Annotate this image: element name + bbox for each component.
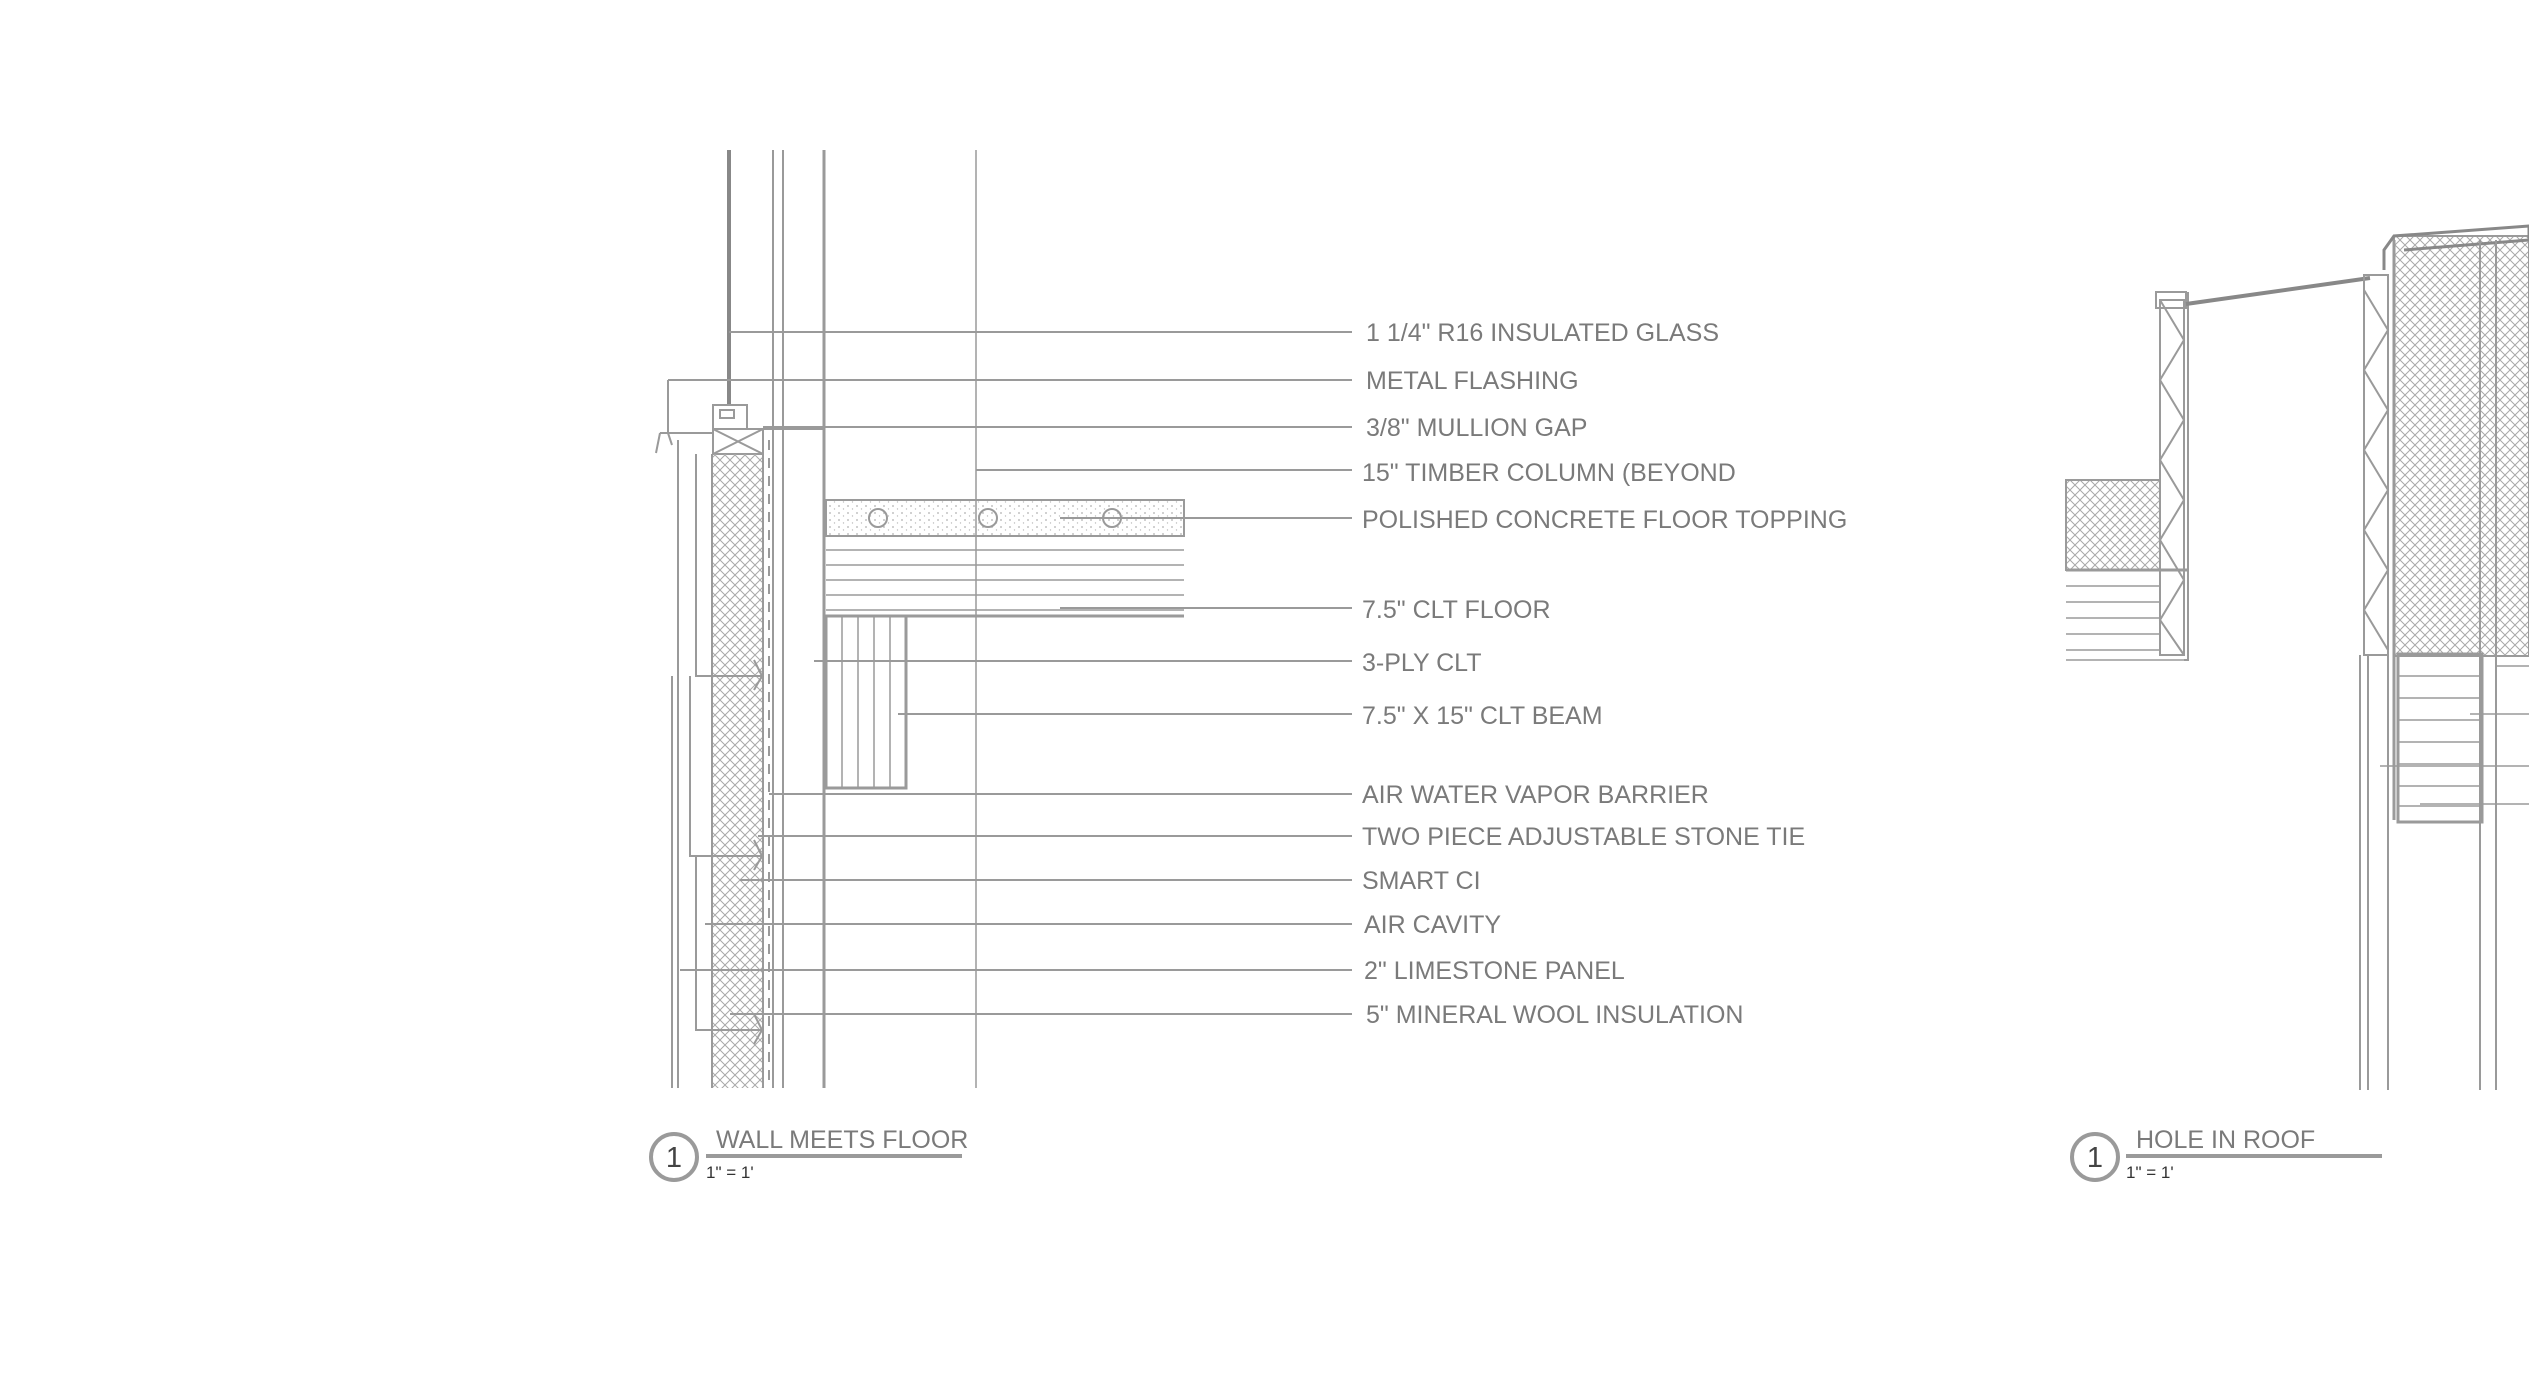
callout-3-ply-clt: 3-PLY CLT bbox=[1362, 649, 1482, 677]
detail-1-number: 1 bbox=[665, 1142, 683, 1174]
detail-1-title: WALL MEETS FLOOR bbox=[716, 1126, 969, 1154]
detail-2-title-block bbox=[2072, 1126, 2382, 1182]
detail-2-title: HOLE IN ROOF bbox=[2136, 1126, 2316, 1154]
detail-wall-meets-floor bbox=[656, 150, 1184, 1088]
mullion-x bbox=[713, 429, 763, 454]
curb-blocking bbox=[2160, 300, 2184, 655]
limestone-panel-3 bbox=[696, 856, 712, 1030]
detail-hole-in-roof bbox=[2066, 226, 2529, 1090]
clt-beam-laminations bbox=[842, 616, 890, 788]
limestone-panel-2 bbox=[690, 676, 712, 856]
right-curb-blocking bbox=[2364, 290, 2388, 650]
glazing-gasket bbox=[720, 410, 734, 418]
callout-insulated-glass: 1 1/4" R16 INSULATED GLASS bbox=[1366, 319, 1720, 347]
right-curb bbox=[2364, 275, 2388, 655]
metal-flashing bbox=[668, 380, 713, 433]
callout-clt-floor: 7.5" CLT FLOOR bbox=[1362, 596, 1551, 624]
callout-vapor-barrier: AIR WATER VAPOR BARRIER bbox=[1362, 781, 1709, 809]
roof-insulation-block bbox=[2066, 480, 2160, 570]
clt-beam bbox=[826, 616, 906, 788]
callout-metal-flashing: METAL FLASHING bbox=[1366, 367, 1579, 395]
callout-stone-tie: TWO PIECE ADJUSTABLE STONE TIE bbox=[1362, 823, 1806, 851]
detail-2-leader-stubs bbox=[2380, 666, 2529, 804]
limestone-panel-1 bbox=[696, 454, 712, 676]
callout-limestone-panel: 2" LIMESTONE PANEL bbox=[1364, 957, 1625, 985]
mineral-wool-insulation bbox=[712, 454, 762, 1088]
roof-beam-laminations bbox=[2398, 676, 2482, 806]
detail-1-title-block bbox=[651, 1126, 968, 1182]
flashing-drip bbox=[656, 433, 672, 453]
callout-air-cavity: AIR CAVITY bbox=[1364, 911, 1502, 939]
detail-1-callouts bbox=[1362, 319, 1847, 1029]
callout-mineral-wool: 5" MINERAL WOOL INSULATION bbox=[1366, 1001, 1744, 1029]
clt-floor bbox=[826, 536, 1184, 616]
detail-1-leaders bbox=[668, 332, 1352, 1014]
detail-1-scale: 1" = 1' bbox=[706, 1163, 754, 1182]
callout-mullion-gap: 3/8" MULLION GAP bbox=[1366, 414, 1588, 442]
skylight-glass bbox=[2186, 278, 2370, 304]
detail-2-number: 1 bbox=[2086, 1142, 2104, 1174]
callout-smart-ci: SMART CI bbox=[1362, 867, 1481, 895]
callout-timber-column: 15" TIMBER COLUMN (BEYOND bbox=[1362, 459, 1736, 487]
detail-2-scale: 1" = 1' bbox=[2126, 1163, 2174, 1182]
parapet-insulation bbox=[2394, 236, 2529, 656]
callout-concrete-topping: POLISHED CONCRETE FLOOR TOPPING bbox=[1362, 506, 1848, 534]
roof-clt-layers bbox=[2066, 570, 2188, 660]
callout-clt-beam: 7.5" X 15" CLT BEAM bbox=[1362, 702, 1603, 730]
roof-beam bbox=[2398, 654, 2482, 822]
